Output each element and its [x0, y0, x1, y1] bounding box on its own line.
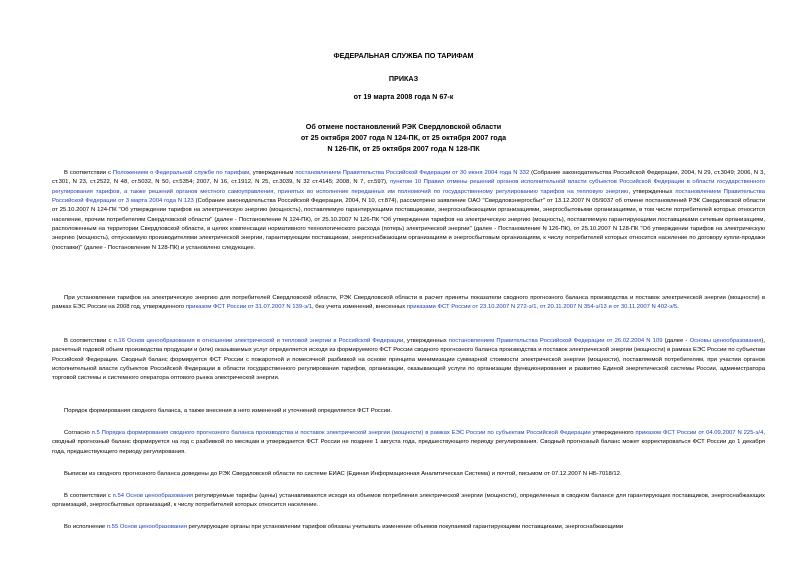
paragraph-4: [52, 407, 765, 416]
text: В соответствии с: [64, 170, 113, 176]
link-pricing-basics-p16[interactable]: п.16 Основ ценообразования в отношении электрической и тепловой энергии в Российской Федерации: [113, 338, 404, 344]
text: (далее -: [662, 338, 690, 344]
link-government-decree-123[interactable]: постановлением Правительства Российской Федерации от 3 марта 2004 года N 123: [52, 188, 766, 205]
paragraph-1: [52, 169, 765, 253]
link-balance-procedure-p5[interactable]: п.5 Порядка формирования сводного прогнозного баланса производства и поставок электрической энергии (мощности) в рамках ЕЭС России по субъектам Российской Федерации: [91, 430, 591, 436]
text: Во исполнение: [64, 524, 107, 530]
link-pricing-basics-p55[interactable]: п.55 Основ ценообразования: [106, 524, 187, 530]
paragraph-2: [52, 294, 765, 313]
link-government-decree-109[interactable]: постановлением Правительства Российской Федерации от 26.02.2004 N 109: [448, 338, 663, 344]
doc-title-line-3: N 126-ПК, от 25 октября 2007 года N 128-ПК: [327, 144, 480, 153]
text: Согласно: [64, 430, 92, 436]
doc-title-line-2: от 25 октября 2007 года N 124-ПК, от 25 октября 2007 года: [300, 133, 507, 142]
text: .: [677, 304, 679, 311]
text: регулирующие органы при установлении тарифов обязаны учитывать изменение объемов покупаемой гарантирующими поставщиками, энергоснабжающими: [186, 524, 624, 530]
text: , без учета изменений, внесенных: [311, 304, 407, 311]
link-rules-item-10[interactable]: пунктом 10 Правил отмены решений органов исполнительной власти субъектов Российской Федерации в области государственного регулирования тарифов, а также решений органов местного самоуправления, принятых во исполнение переданных им полномочий по государственному регулированию тарифов на тепловую энергию: [52, 179, 765, 195]
link-pricing-basics-p54[interactable]: п.54 Основ ценообразования: [112, 493, 194, 499]
text: , утвержденных: [403, 338, 449, 344]
doc-title-line-1: Об отмене постановлений РЭК Свердловской области: [305, 122, 502, 131]
link-regulation-fst[interactable]: Положением о Федеральной службе по тарифам: [112, 170, 250, 176]
text: , сводный прогнозный баланс формируется на год с разбивкой по месяцам и утверждается ФСТ России не позднее 1 августа года, предшествующего периоду регулирования. Сводный прогнозный баланс может корректироваться ФСТ России до 1 декабря года, предшествующего периоду регулирования.: [52, 430, 765, 455]
text: В соответствии с: [64, 493, 113, 499]
doc-type: ПРИКАЗ: [388, 74, 419, 83]
paragraph-7: [52, 492, 765, 511]
link-order-139[interactable]: приказом ФСТ России от 31.07.2007 N 139-э/1: [185, 304, 312, 311]
paragraph-5: [52, 429, 765, 457]
text: , утвержденным: [249, 170, 296, 176]
text: При установлении тарифов на электрическую энергию для потребителей Свердловской области, РЭК Свердловской области в расчет приняты показатели сводного прогнозного баланса производства и поставок электрической энергии (мощности) в рамках ЕЭС России на 2008 год, утвержденного: [52, 295, 765, 311]
text: утвержденного: [590, 430, 636, 436]
link-government-decree-332[interactable]: постановлением Правительства Российской Федерации от 30 июня 2004 года N 332: [295, 170, 530, 176]
text: ), расчетный годовой объем производства продукции и (или) оказываемых услуг определяется исходя из формируемого ФСТ России сводного прогнозного баланса производства и поставок электрической энергии (мощности) в рамках ЕЭС России по субъектам Российской Федерации. Сводный баланс формируется ФСТ России с пожаротной и помесячной разбивкой на основе принципа минимизации суммарной стоимости электрической энергии (мощности), поставляемой потребителям, при участии органов исполнительной власти субъектов Российской Федерации в области государственного регулирования тарифов, организации, оказывающей услуги по организации функционирования и развитию Единой энергетической системы России, администратора торговой системы и системного оператора оптового рынка электрической энергии.: [52, 338, 765, 382]
agency-name: ФЕДЕРАЛЬНАЯ СЛУЖБА ПО ТАРИФАМ: [333, 51, 474, 60]
link-order-225[interactable]: приказом ФСТ России от 04.09.2007 N 225-э/4: [635, 430, 764, 436]
link-pricing-basics[interactable]: Основы ценообразования: [689, 338, 762, 344]
text: В соответствии с: [64, 338, 114, 344]
paragraph-3: [52, 337, 765, 384]
link-orders-272-354-402[interactable]: приказами ФСТ России от 23.10.2007 N 272-э/1, от 20.11.2007 N 354-э/13 и от 30.11.2007 N 402-э/5: [406, 304, 678, 311]
text: (Собрание законодательства Российской Федерации, 2004, N 10, ст.874), рассмотрено заявление ОАО "Свердловэнергосбыт" от 13.12.2007 N 05/9037 об отмене постановлений РЭК Свердловской области от 25.10.2007 N 124-ПК "Об утверждении тарифов на электрическую энергию (мощность), поставляемую гарантирующими поставщиками, энергоснабжающими организациями, энергосбытовыми организациями, в том числе потребителей которых относится население, прочим потребителям Свердловской области" (далее - Постановление N 124-ПК), от 25.10.2007 N 126-ПК "Об утверждении тарифов на электрическую энергию (мощность), поставляемую гарантирующими поставщиками сетевым организациям, расположенным на территории Свердловской области, в целях компенсации нормативного технологического расхода (потерь) электрической энергии" (далее - Постановление N 126-ПК), от 25.10.2007 N 128-ПК "Об утверждении тарифов на электрическую энергию (мощность), отпускаемую производителями электрической энергии, гарантирующим поставщикам, энергоснабжающим организациям и энергосбытовым организациям, к числу потребителей которых относится население по договору купли-продажи (поставки)" (далее - Постановление N 128-ПК) и установлено следующее.: [52, 198, 765, 251]
text: регулируемые тарифы (цены) устанавливаются исходя из объемов потребления электрической энергии (мощности), определенных в сводном балансе для гарантирующих поставщиков, энергоснабжающих организаций, энергосбытовых организаций, к числу потребителей которых относится население.: [52, 493, 765, 509]
text: Порядок формирования сводного баланса, а также внесения в него изменений и уточнений определяется ФСТ России.: [64, 408, 392, 414]
paragraph-6: [52, 470, 765, 479]
doc-date: от 19 марта 2008 года N 67-к: [353, 92, 454, 101]
text: , утвержденных: [628, 188, 676, 195]
paragraph-8: [52, 523, 765, 532]
text: (Собрание законодательства Российской Федерации, 2004, N 29, ст.3049; 2006, N 3, ст.301, N 23, ст.2522, N 48, ст.5032, N 50, ст.5354; 2007, N 16, ст.1912, N 25, ст.3039, N 32 ст.4145; 2008, N 7, ст.597),: [52, 170, 765, 186]
text: Выписки из сводного прогнозного баланса доведены до РЭК Свердловской области по системе ЕИАС (Единая Информационная Аналитическая Система) и почтой, письмом от 07.12.2007 N НБ-7018/12.: [64, 471, 622, 477]
